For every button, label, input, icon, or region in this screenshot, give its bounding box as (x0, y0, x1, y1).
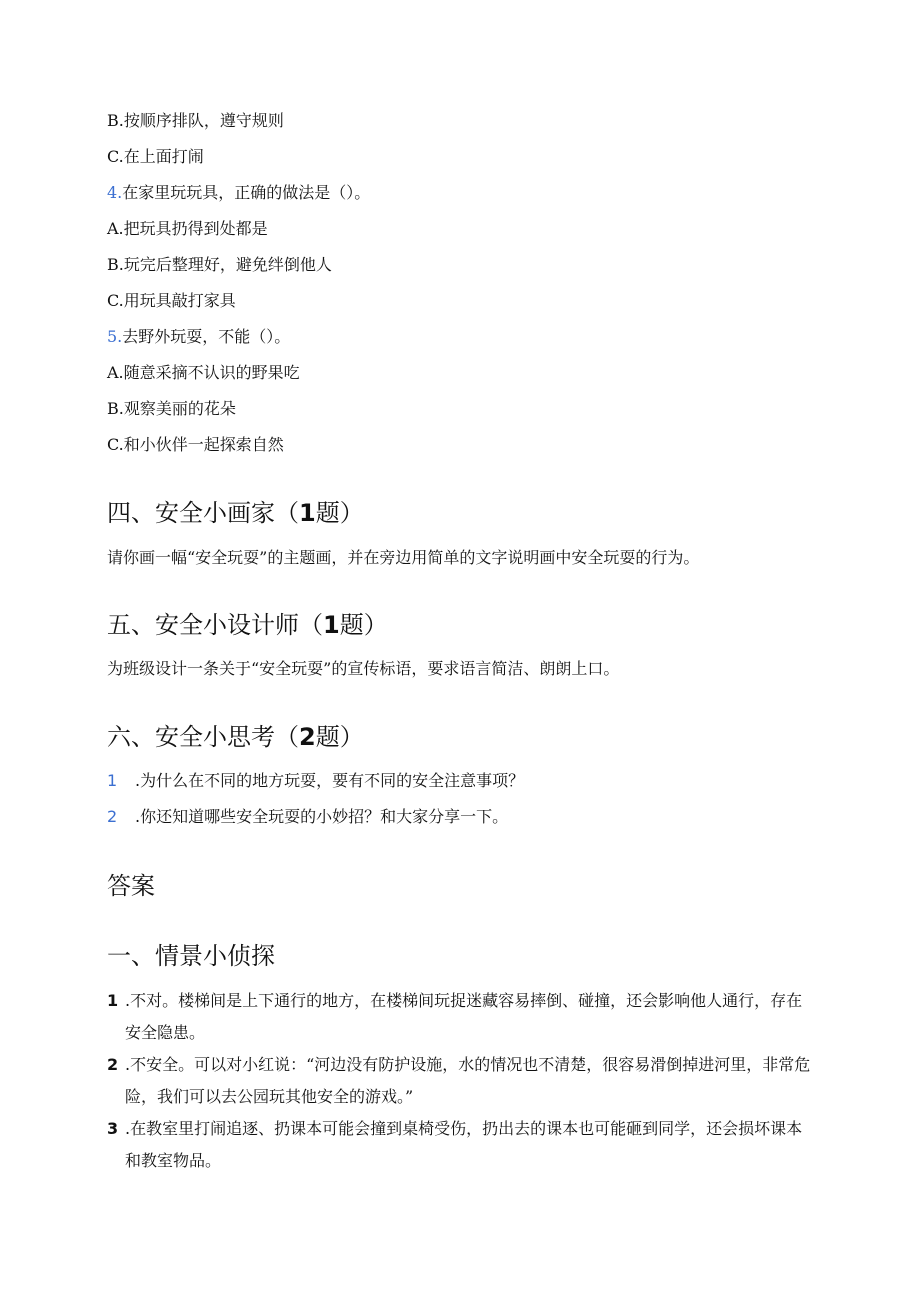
section5-title-pre: 五、安全小设计师（ (107, 611, 323, 639)
q5-text: 去野外玩耍，不能（）。 (122, 327, 291, 346)
answer-item-3-text: .在教室里打闹追逐、扔课本可能会撞到桌椅受伤，扔出去的课本也可能砸到同学，还会损坏课本和教室物品。 (125, 1119, 803, 1170)
answer-item-2-number: 2 (107, 1055, 119, 1074)
section6-title-pre: 六、安全小思考（ (107, 723, 299, 751)
section6-item-2-text: .你还知道哪些安全玩耍的小妙招？和大家分享一下。 (135, 807, 509, 826)
answers-title: 答案 (107, 872, 155, 900)
q5-option-b: B.观察美丽的花朵 (107, 399, 236, 418)
section4-text: 请你画一幅“安全玩耍”的主题画，并在旁边用简单的文字说明画中安全玩耍的行为。 (107, 548, 700, 567)
answers-subtitle: 一、情景小侦探 (107, 942, 275, 970)
q4-question (107, 182, 370, 204)
q5-option-c: C.和小伙伴一起探索自然 (107, 435, 284, 454)
q5-question (107, 326, 290, 348)
section6-item-1 (107, 770, 524, 792)
q4-text: 在家里玩玩具，正确的做法是（）。 (122, 183, 371, 202)
answer-item-3-number: 3 (107, 1119, 119, 1138)
section5-title-post: 题） (339, 611, 388, 639)
q5-option-a: A.随意采摘不认识的野果吃 (107, 363, 300, 382)
section4-title-num: 1 (299, 499, 316, 527)
section5-text: 为班级设计一条关于“安全玩耍”的宣传标语，要求语言简洁、朗朗上口。 (107, 659, 620, 678)
q3-option-b: B.按顺序排队，遵守规则 (107, 111, 284, 130)
section6-item-2-number: 2 (107, 807, 118, 826)
section6-title-post: 题） (315, 723, 364, 751)
q4-option-c: C.用玩具敲打家具 (107, 291, 236, 310)
q5-number: 5. (107, 327, 123, 346)
section6-title-num: 2 (299, 723, 316, 751)
q3-option-c: C.在上面打闹 (107, 147, 204, 166)
section4-heading (107, 497, 364, 529)
section6-item-2 (107, 806, 508, 828)
section5-title-num: 1 (323, 611, 340, 639)
section5-heading (107, 609, 388, 641)
section6-item-1-number: 1 (107, 771, 118, 790)
q4-option-a: A.把玩具扔得到处都是 (107, 219, 268, 238)
answer-item-1-text: .不对。楼梯间是上下通行的地方，在楼梯间玩捉迷藏容易摔倒、碰撞，还会影响他人通行，存在安全隐患。 (125, 991, 803, 1042)
section6-heading (107, 721, 364, 753)
section6-item-1-text: .为什么在不同的地方玩耍，要有不同的安全注意事项？ (135, 771, 525, 790)
section4-title-pre: 四、安全小画家（ (107, 499, 299, 527)
q4-number: 4. (107, 183, 123, 202)
answer-item-1-number: 1 (107, 991, 119, 1010)
section4-title-post: 题） (315, 499, 364, 527)
q4-option-b: B.玩完后整理好，避免绊倒他人 (107, 255, 332, 274)
answer-item-2-text: .不安全。可以对小红说：“河边没有防护设施，水的情况也不清楚，很容易滑倒掉进河里，非常危险，我们可以去公园玩其他安全的游戏。” (125, 1055, 811, 1106)
